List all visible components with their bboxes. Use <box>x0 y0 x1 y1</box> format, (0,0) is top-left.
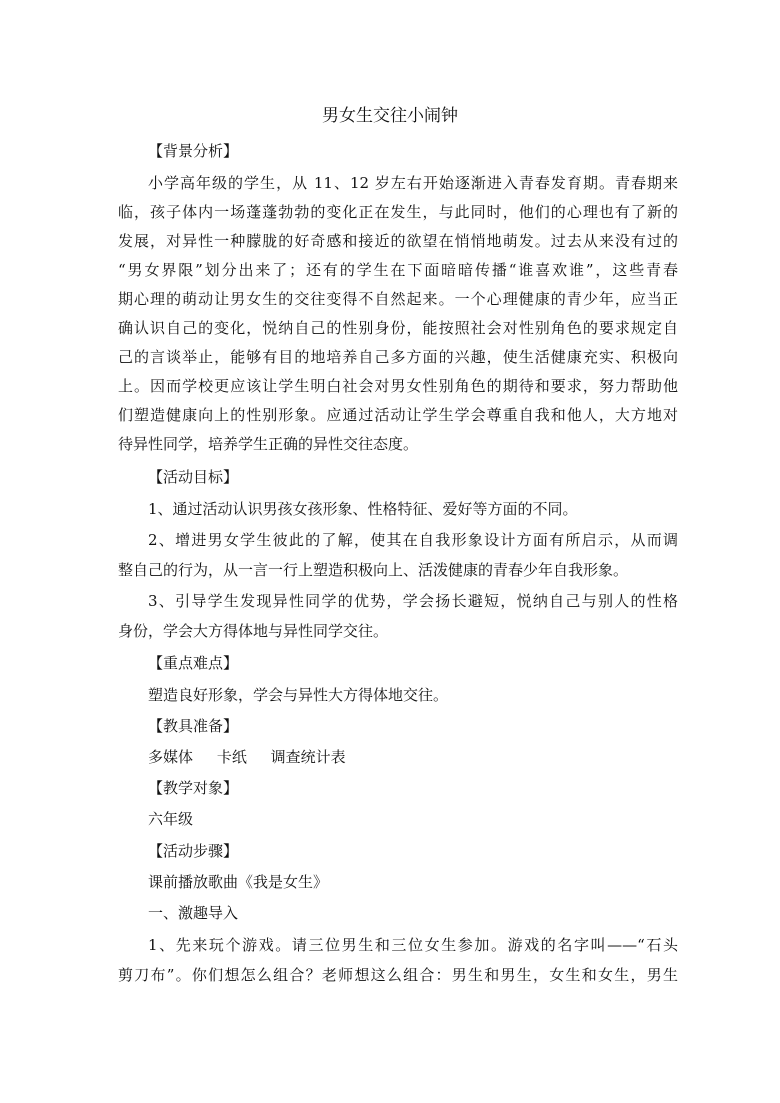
step1-heading: 一、激趣导入 <box>148 904 239 922</box>
paragraph-line: 待异性同学，培养学生正确的异性交往态度。 <box>118 435 419 453</box>
goal-item: 身份，学会大方得体地与异性同学交往。 <box>118 622 389 640</box>
key-points-text: 塑造良好形象，学会与异性大方得体地交往。 <box>148 686 449 704</box>
goal-item: 2、增进男女学生彼此的了解，使其在自我形象设计方面有所启示，从而调 <box>148 531 678 549</box>
heading-key-points: 【重点难点】 <box>148 654 239 672</box>
document-title: 男女生交往小闹钟 <box>322 106 458 126</box>
paragraph-line: 期心理的萌动让男女生的交往变得不自然起来。一个心理健康的青少年，应当正 <box>118 290 678 308</box>
steps-intro: 课前播放歌曲《我是女生》 <box>148 873 329 891</box>
goal-item: 整自己的行为，从一言一行上塑造积极向上、活泼健康的青春少年自我形象。 <box>118 561 629 579</box>
step1-line: 1、先来玩个游戏。请三位男生和三位女生参加。游戏的名字叫——“石头 <box>148 936 678 954</box>
paragraph-line: 临，孩子体内一场蓬蓬勃勃的变化正在发生，与此同时，他们的心理也有了新的 <box>118 203 678 221</box>
paragraph-line: 们塑造健康向上的性别形象。应通过活动让学生学会尊重自我和他人，大方地对 <box>118 406 678 424</box>
paragraph-line: 小学高年级的学生，从 11、12 岁左右开始逐渐进入青春发育期。青春期来 <box>148 174 678 192</box>
step1-line: 剪刀布”。你们想怎么组合？老师想这么组合：男生和男生，女生和女生，男生 <box>118 966 678 984</box>
paragraph-line: “男女界限”划分出来了；还有的学生在下面暗暗传播“谁喜欢谁”，这些青春 <box>118 261 678 279</box>
tools-text: 多媒体 卡纸 调查统计表 <box>148 748 346 766</box>
paragraph-line: 确认识自己的变化，悦纳自己的性别身份，能按照社会对性别角色的要求规定自 <box>118 319 678 337</box>
paragraph-line: 己的言谈举止，能够有目的地培养自己多方面的兴趣，使生活健康充实、积极向 <box>118 348 678 366</box>
goal-item: 1、通过活动认识男孩女孩形象、性格特征、爱好等方面的不同。 <box>148 500 578 518</box>
heading-tools: 【教具准备】 <box>148 717 239 735</box>
heading-steps: 【活动步骤】 <box>148 842 239 860</box>
paragraph-line: 上。因而学校更应该让学生明白社会对男女性别角色的期待和要求，努力帮助他 <box>118 377 678 395</box>
heading-target: 【教学对象】 <box>148 779 239 797</box>
heading-background: 【背景分析】 <box>148 142 239 160</box>
heading-goals: 【活动目标】 <box>148 468 239 486</box>
paragraph-line: 发展，对异性一种朦胧的好奇感和接近的欲望在悄悄地萌发。过去从来没有过的 <box>118 232 678 250</box>
goal-item: 3、引导学生发现异性同学的优势，学会扬长避短，悦纳自己与别人的性格 <box>148 592 678 610</box>
target-text: 六年级 <box>148 810 194 828</box>
